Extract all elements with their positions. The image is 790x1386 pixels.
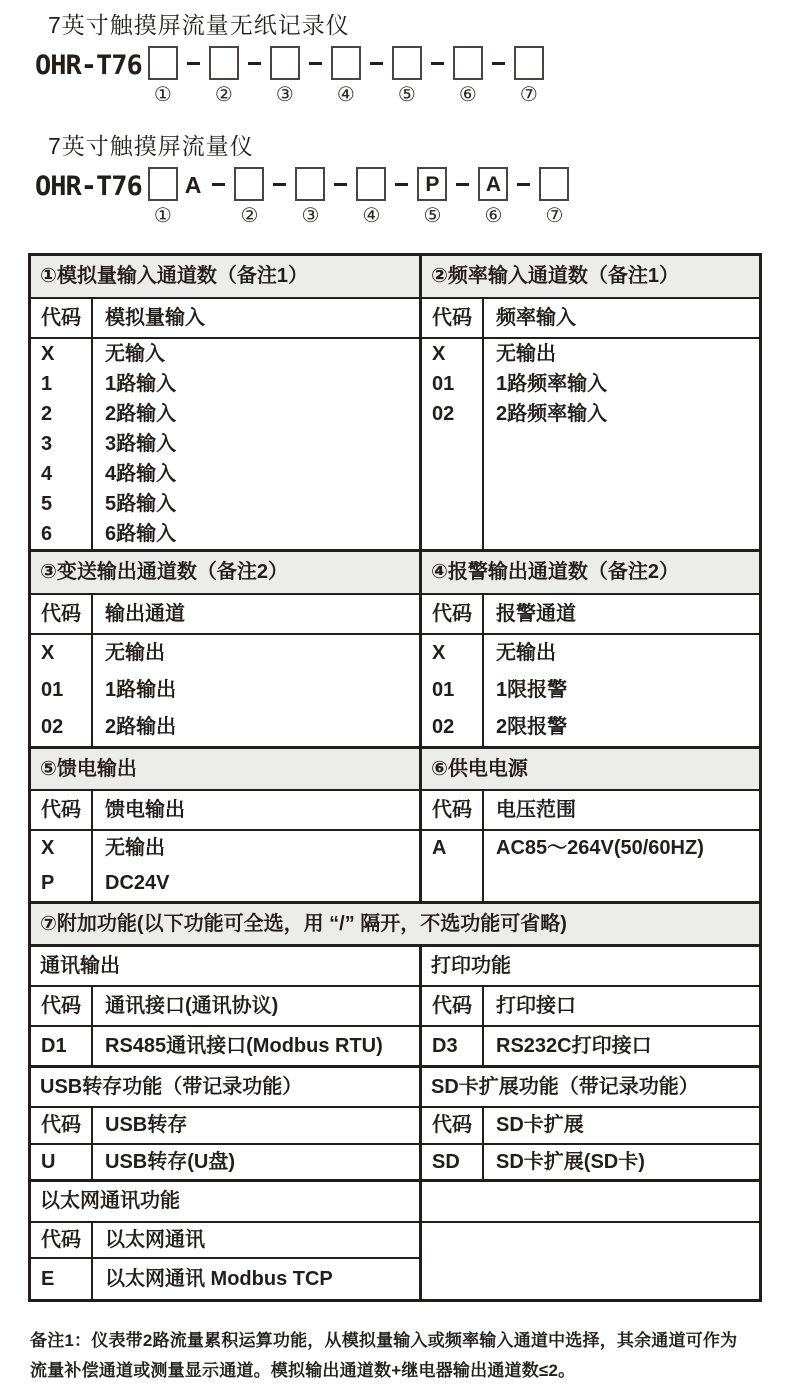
desc-value: RS485通讯接口(Modbus RTU) xyxy=(105,1035,383,1057)
desc-value: 2路输出 xyxy=(105,716,177,738)
column-header-desc: 频率输入 xyxy=(496,307,576,329)
column-header-code: 代码 xyxy=(41,603,81,625)
section-5-6-header xyxy=(31,746,759,789)
ethernet-rows xyxy=(31,1221,759,1299)
desc-value: 以太网通讯 Modbus TCP xyxy=(105,1268,333,1290)
section-4-title: ④报警输出通道数（备注2） xyxy=(431,561,680,583)
model-segment-7 xyxy=(514,46,544,106)
code-value: 01 xyxy=(432,679,455,701)
code-value: X xyxy=(432,642,446,664)
code-value: X xyxy=(41,837,55,859)
code-value: X xyxy=(41,343,55,365)
ordering-table xyxy=(28,253,762,1302)
usb-sd-header xyxy=(31,1065,759,1106)
desc-value: 1路输入 xyxy=(105,373,177,395)
column-header-desc: 电压范围 xyxy=(496,799,576,821)
comm-print-rows xyxy=(31,1025,759,1065)
ethernet-header xyxy=(31,1179,759,1221)
desc-value: 2路输入 xyxy=(105,403,177,425)
code-value: 6 xyxy=(41,523,53,545)
column-header-desc: 报警通道 xyxy=(496,603,576,625)
circled-number-5: ⑤ xyxy=(423,205,442,227)
column-header-desc: 模拟量输入 xyxy=(105,307,205,329)
section-1-2-subheader xyxy=(31,297,759,337)
desc-value: SD卡扩展(SD卡) xyxy=(496,1151,645,1173)
model-segment-3 xyxy=(270,46,300,106)
model-segment-2 xyxy=(234,167,264,227)
desc-value: 2路频率输入 xyxy=(496,403,608,425)
code-box-6: A xyxy=(478,167,508,201)
circled-number-4: ④ xyxy=(362,205,381,227)
column-header-desc: 通讯接口(通讯协议) xyxy=(105,995,279,1017)
code-box-1 xyxy=(148,167,178,201)
model-segment-5 xyxy=(417,167,447,227)
code-value: 02 xyxy=(432,716,455,738)
model-segment-4 xyxy=(356,167,386,227)
dash-separator xyxy=(395,183,408,186)
model-segment-5 xyxy=(392,46,422,106)
code-box-5 xyxy=(392,46,422,80)
code-box-6 xyxy=(453,46,483,80)
desc-value: 4路输入 xyxy=(105,463,177,485)
desc-value: 无输出 xyxy=(105,837,165,859)
section-7-header xyxy=(31,901,759,944)
code-box-4 xyxy=(356,167,386,201)
dash-separator xyxy=(517,183,530,186)
product1-model-code xyxy=(35,46,790,106)
circled-number-1: ① xyxy=(153,205,172,227)
dash-separator xyxy=(456,183,469,186)
desc-value: 无输出 xyxy=(496,343,556,365)
usb-sd-rows xyxy=(31,1143,759,1179)
dash-separator xyxy=(273,183,286,186)
desc-value: 1限报警 xyxy=(496,679,568,701)
model-segment-4 xyxy=(331,46,361,106)
section-1-2-rows xyxy=(31,337,759,549)
code-value: 02 xyxy=(432,403,455,425)
column-header-code: 代码 xyxy=(432,1114,472,1136)
model-prefix: OHR-T76 xyxy=(35,171,142,202)
section-5-6-rows xyxy=(31,829,759,901)
circled-number-7: ⑦ xyxy=(519,84,538,106)
column-header-code: 代码 xyxy=(432,603,472,625)
section-3-4-header xyxy=(31,549,759,593)
column-header-code: 代码 xyxy=(41,799,81,821)
footnote xyxy=(30,1326,790,1386)
fixed-letter-A: A xyxy=(184,172,202,198)
print-title: 打印功能 xyxy=(431,955,511,977)
column-header-desc: 以太网通讯 xyxy=(105,1229,205,1251)
desc-value: 6路输入 xyxy=(105,523,177,545)
circled-number-5: ⑤ xyxy=(397,84,416,106)
code-value: D3 xyxy=(432,1035,458,1057)
empty-cell xyxy=(422,1182,759,1221)
dash-separator xyxy=(309,62,322,65)
dash-separator xyxy=(370,62,383,65)
column-header-desc: 输出通道 xyxy=(105,603,185,625)
empty-cell xyxy=(422,1223,759,1299)
desc-value: 2限报警 xyxy=(496,716,568,738)
desc-value: 无输出 xyxy=(105,642,165,664)
circled-number-3: ③ xyxy=(275,84,294,106)
usb-sd-subheader xyxy=(31,1106,759,1143)
column-header-code: 代码 xyxy=(41,1229,81,1251)
code-box-3 xyxy=(270,46,300,80)
section-3-4-subheader xyxy=(31,593,759,633)
circled-number-1: ① xyxy=(153,84,172,106)
code-box-4 xyxy=(331,46,361,80)
column-header-code: 代码 xyxy=(432,307,472,329)
code-box-7 xyxy=(539,167,569,201)
desc-value: USB转存(U盘) xyxy=(105,1151,235,1173)
desc-value: 1路输出 xyxy=(105,679,177,701)
code-box-2 xyxy=(234,167,264,201)
code-value: X xyxy=(432,343,446,365)
circled-number-4: ④ xyxy=(336,84,355,106)
dash-separator xyxy=(187,62,200,65)
code-box-3 xyxy=(295,167,325,201)
desc-value: 无输出 xyxy=(496,642,556,664)
circled-number-6: ⑥ xyxy=(458,84,477,106)
footnote-line-2: 流量补偿通道或测量显示通道。模拟输出通道数+继电器输出通道数≤2。 xyxy=(30,1361,576,1380)
code-value: 02 xyxy=(41,716,64,738)
column-header-code: 代码 xyxy=(41,307,81,329)
circled-number-3: ③ xyxy=(301,205,320,227)
product1-title: 7英寸触摸屏流量无纸记录仪 xyxy=(48,12,350,38)
product2-model-code xyxy=(35,167,790,227)
section-5-6-subheader xyxy=(31,789,759,829)
ordering-guide-page xyxy=(0,7,790,1380)
product2-title: 7英寸触摸屏流量仪 xyxy=(48,133,254,159)
footnote-line-1: 备注1：仪表带2路流量累积运算功能，从模拟量输入或频率输入通道中选择，其余通道可作为 xyxy=(30,1331,738,1350)
code-box-1 xyxy=(148,46,178,80)
column-header-desc: 馈电输出 xyxy=(105,799,185,821)
column-header-code: 代码 xyxy=(41,995,81,1017)
desc-value: 1路频率输入 xyxy=(496,373,608,395)
model-segment-2 xyxy=(209,46,239,106)
model-segment-1 xyxy=(148,46,178,106)
model-segment-7 xyxy=(539,167,569,227)
comm-title: 通讯输出 xyxy=(40,955,120,977)
dash-separator xyxy=(212,183,225,186)
section-1-title: ①模拟量输入通道数（备注1） xyxy=(40,265,309,287)
section-7-title: ⑦附加功能(以下功能可全选，用 “/” 隔开，不选功能可省略) xyxy=(40,913,567,935)
section-3-4-rows xyxy=(31,633,759,746)
code-value: 1 xyxy=(41,373,53,395)
column-header-desc: USB转存 xyxy=(105,1114,188,1136)
usb-title: USB转存功能（带记录功能） xyxy=(40,1076,303,1098)
code-value: 5 xyxy=(41,493,53,515)
desc-value: AC85～264V(50/60HZ) xyxy=(496,837,704,859)
desc-value: DC24V xyxy=(105,872,170,894)
desc-value: RS232C打印接口 xyxy=(496,1035,652,1057)
code-value: SD xyxy=(432,1151,460,1173)
circled-number-2: ② xyxy=(214,84,233,106)
section-5-title: ⑤馈电输出 xyxy=(40,758,137,780)
code-value: X xyxy=(41,642,55,664)
model-segment-6 xyxy=(453,46,483,106)
column-header-desc: 打印接口 xyxy=(496,995,576,1017)
code-value: E xyxy=(41,1268,55,1290)
column-header-code: 代码 xyxy=(41,1114,81,1136)
circled-number-6: ⑥ xyxy=(484,205,503,227)
code-box-2 xyxy=(209,46,239,80)
section-1-2-header xyxy=(31,256,759,297)
dash-separator xyxy=(334,183,347,186)
model-segment-6 xyxy=(478,167,508,227)
dash-separator xyxy=(248,62,261,65)
code-value: P xyxy=(41,872,55,894)
code-value: 01 xyxy=(41,679,64,701)
code-value: 4 xyxy=(41,463,53,485)
desc-value: 无输入 xyxy=(105,343,165,365)
sd-title: SD卡扩展功能（带记录功能） xyxy=(431,1076,699,1098)
dash-separator xyxy=(431,62,444,65)
code-value: 2 xyxy=(41,403,53,425)
section-3-title: ③变送输出通道数（备注2） xyxy=(40,561,289,583)
code-box-5: P xyxy=(417,167,447,201)
model-prefix: OHR-T76 xyxy=(35,50,142,81)
desc-value: 3路输入 xyxy=(105,433,177,455)
comm-print-header xyxy=(31,944,759,985)
code-value: 3 xyxy=(41,433,53,455)
circled-number-7: ⑦ xyxy=(545,205,564,227)
column-header-code: 代码 xyxy=(432,995,472,1017)
column-header-code: 代码 xyxy=(432,799,472,821)
circled-number-2: ② xyxy=(240,205,259,227)
model-segment-3 xyxy=(295,167,325,227)
dash-separator xyxy=(492,62,505,65)
code-value: 01 xyxy=(432,373,455,395)
section-6-title: ⑥供电电源 xyxy=(431,758,528,780)
comm-print-subheader xyxy=(31,985,759,1025)
section-2-title: ②频率输入通道数（备注1） xyxy=(431,265,680,287)
desc-value: 5路输入 xyxy=(105,493,177,515)
code-value: U xyxy=(41,1151,56,1173)
ethernet-title: 以太网通讯功能 xyxy=(40,1190,180,1212)
code-value: A xyxy=(432,837,447,859)
code-value: D1 xyxy=(41,1035,67,1057)
column-header-desc: SD卡扩展 xyxy=(496,1114,584,1136)
model-segment-1 xyxy=(148,167,178,227)
code-box-7 xyxy=(514,46,544,80)
